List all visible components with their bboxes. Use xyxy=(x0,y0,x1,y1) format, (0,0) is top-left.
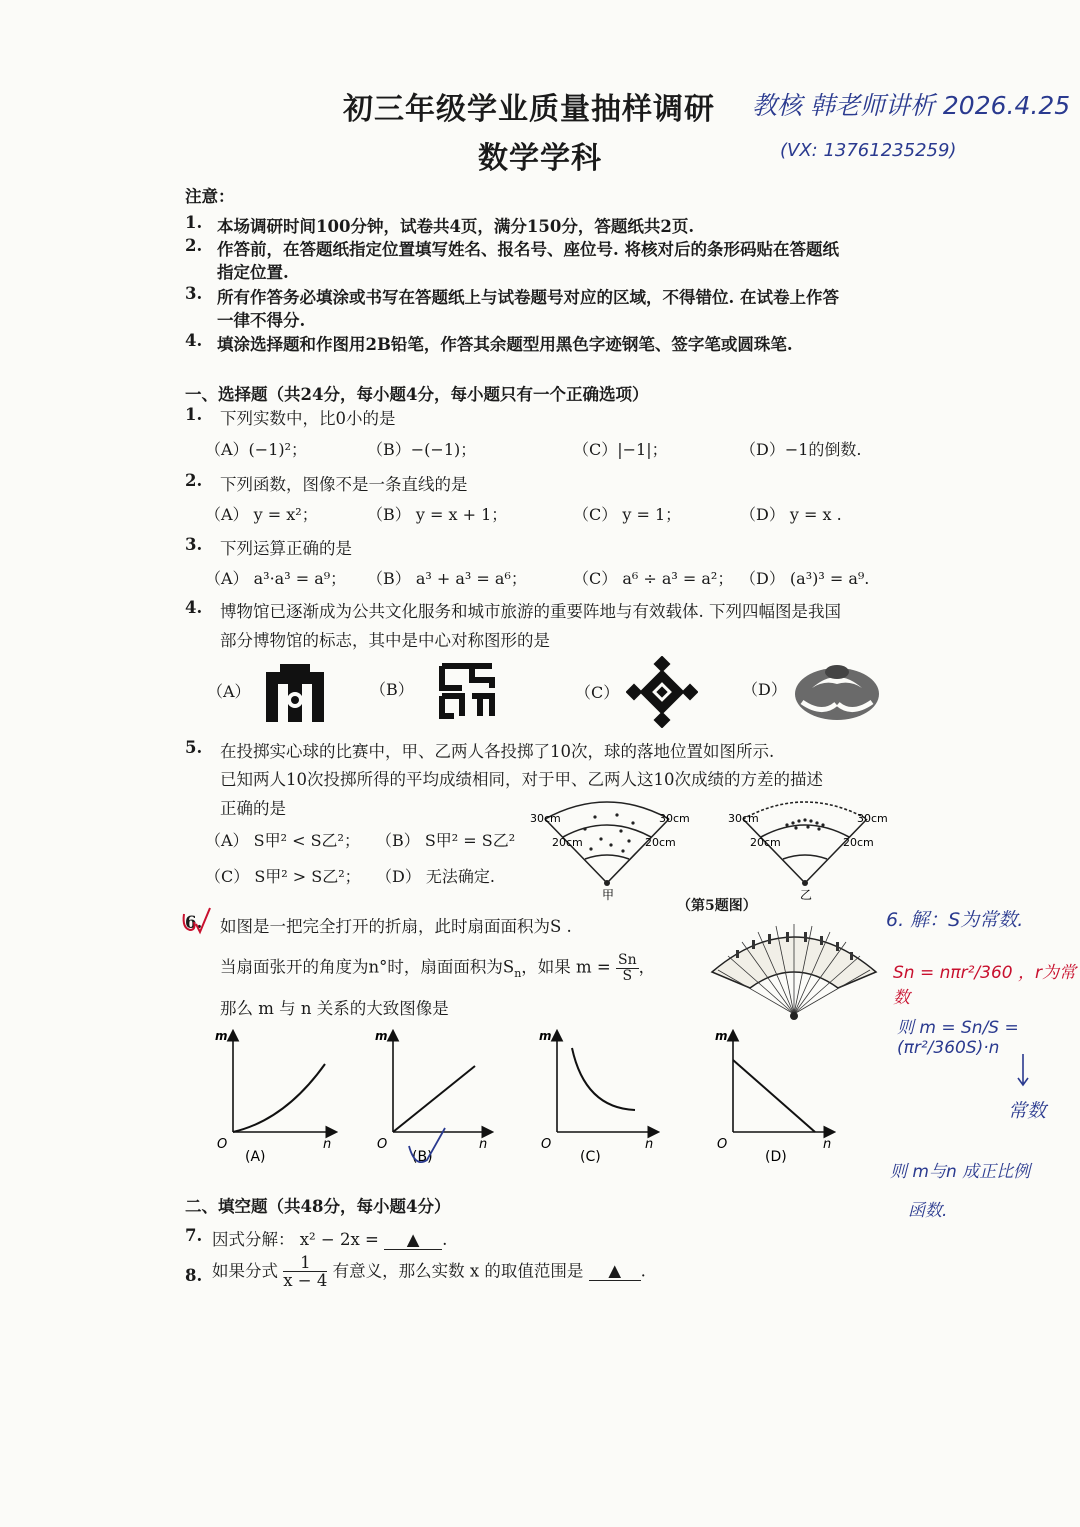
q4-line2: 部分博物馆的标志，其中是中心对称图形的是 xyxy=(220,631,550,650)
note-2-num: 2. xyxy=(185,236,203,255)
note-4-num: 4. xyxy=(185,331,203,350)
fig-jia-20cm-right: 20cm xyxy=(645,836,676,849)
q6-line2-m: ，如果 m = xyxy=(521,957,611,977)
note-4: 填涂选择题和作图用2B铅笔，作答其余题型用黑色字迹钢笔、签字笔或圆珠笔. xyxy=(217,335,793,354)
graph-b xyxy=(393,1032,491,1132)
q5-option-d: （D） 无法确定. xyxy=(376,867,496,886)
q4-option-c: （C） xyxy=(575,683,620,702)
museum-logo-c-icon xyxy=(626,656,698,728)
q4-line1: 博物馆已逐渐成为公共文化服务和城市旅游的重要阵地与有效载体. 下列四幅图是我国 xyxy=(220,602,841,621)
graph-d xyxy=(733,1032,833,1132)
q6-check-mark-icon xyxy=(180,904,212,936)
graph-b-n: n xyxy=(479,1137,488,1152)
section2-heading: 二、填空题（共48分，每小题4分） xyxy=(185,1197,451,1216)
graph-d-origin: O xyxy=(717,1137,728,1152)
q3-option-d: （D） (a³)³ = a⁹. xyxy=(740,569,870,588)
q6-graphs xyxy=(205,1020,845,1170)
q6-frac-bot: S xyxy=(622,967,633,984)
q6-fraction xyxy=(616,953,639,983)
q3-option-b: （B） a³ + a³ = a⁶； xyxy=(367,569,527,588)
subject-title: 数学学科 xyxy=(478,141,602,176)
q8-frac-top: 1 xyxy=(283,1254,327,1272)
hw-line2: Sn = nπr²/360 ，r为常数 xyxy=(893,963,1076,1008)
q1-num: 1. xyxy=(185,405,203,424)
q4-option-d: （D） xyxy=(742,680,787,699)
q8-pre: 如果分式 xyxy=(212,1261,278,1281)
q1-option-c: （C）|−1|； xyxy=(573,440,668,459)
q8-answer-blank: ▲ xyxy=(589,1261,641,1281)
note-3-line1: 所有作答务必填涂或书写在答题纸上与试卷题号对应的区域，不得错位. 在试卷上作答 xyxy=(217,288,839,307)
q5-num: 5. xyxy=(185,738,203,757)
q6-line3: 那么 m 与 n 关系的大致图像是 xyxy=(220,999,449,1018)
q5-line1: 在投掷实心球的比赛中，甲、乙两人各投掷了10次，球的落地位置如图所示. xyxy=(220,742,775,761)
note-1-num: 1. xyxy=(185,213,203,232)
q5-option-a: （A） S甲² < S乙²； xyxy=(205,831,360,850)
q7-answer-blank: ▲ xyxy=(384,1230,442,1250)
q8-end: . xyxy=(640,1261,646,1281)
hw-line1: 6. 解：S为常数. xyxy=(886,909,1024,931)
q6-line1: 如图是一把完全打开的折扇，此时扇面面积为S . xyxy=(220,917,572,936)
q7-end: . xyxy=(442,1230,448,1249)
q4-option-a: （A） xyxy=(207,682,251,701)
q1-option-a: （A）(−1)²； xyxy=(205,440,308,459)
fig-yi-20cm-left: 20cm xyxy=(750,836,781,849)
q3-option-a: （A） a³·a³ = a⁹； xyxy=(205,569,347,588)
q2-option-c: （C） y = 1； xyxy=(573,505,682,524)
fig-yi-20cm-right: 20cm xyxy=(843,836,874,849)
note-2-line1: 作答前，在答题纸指定位置填写姓名、报名号、座位号. 将核对后的条形码贴在答题纸 xyxy=(217,240,839,259)
q5-line3: 正确的是 xyxy=(220,799,286,818)
graph-c xyxy=(557,1032,657,1132)
graph-a xyxy=(233,1032,335,1132)
graph-c-origin: O xyxy=(541,1137,552,1152)
graph-b-m: m xyxy=(375,1029,388,1043)
q8-line xyxy=(212,1254,646,1290)
note-2-line2: 指定位置. xyxy=(217,263,289,282)
q7-line xyxy=(212,1226,447,1250)
graph-a-origin: O xyxy=(217,1137,228,1152)
q6-num: 6. xyxy=(185,913,203,932)
q6-sub-n: n xyxy=(514,966,522,980)
graph-b-label: (B) xyxy=(412,1149,433,1165)
hw-line5: 则 m与n 成正比例 xyxy=(890,1162,1031,1182)
graph-d-label: (D) xyxy=(765,1149,787,1165)
section1-heading: 一、选择题（共24分，每小题4分，每小题只有一个正确选项） xyxy=(185,385,649,404)
graph-c-m: m xyxy=(539,1029,552,1043)
hw-line3: 则 m = Sn/S = (πr²/360S)·n xyxy=(897,1018,1019,1058)
handwritten-contact: (VX: 13761235259) xyxy=(780,140,957,161)
graph-d-n: n xyxy=(823,1137,832,1152)
q4-option-b: （B） xyxy=(370,680,414,699)
graph-b-origin: O xyxy=(377,1137,388,1152)
q4-num: 4. xyxy=(185,598,203,617)
hw-line4: 常数 xyxy=(1008,1100,1047,1122)
q5-figure xyxy=(525,795,905,905)
q3-stem: 下列运算正确的是 xyxy=(220,539,352,558)
graph-a-n: n xyxy=(323,1137,332,1152)
folding-fan-image xyxy=(706,910,882,1026)
q5-caption: （第5题图） xyxy=(677,898,757,914)
q6-frac-top: Sn xyxy=(618,952,637,968)
q7-num: 7. xyxy=(185,1226,203,1245)
q2-num: 2. xyxy=(185,471,203,490)
note-3-num: 3. xyxy=(185,284,203,303)
q7-stem: 因式分解： x² − 2x = xyxy=(212,1230,379,1249)
museum-logo-a-icon xyxy=(262,660,328,724)
handwritten-note: 教核 韩老师讲析 2026.4.25 xyxy=(752,91,1071,120)
q6-line2: 当扇面张开的角度为n°时，扇面面积为$S_n$，如果 m = $\frac{Sn}{S}$ ， xyxy=(220,952,656,984)
q2-option-d: （D） y = x . xyxy=(740,505,842,524)
fig-yi-30cm-right: 30cm xyxy=(857,812,888,825)
note-1: 本场调研时间100分钟，试卷共4页，满分150分，答题纸共2页. xyxy=(217,217,695,236)
fig-jia-30cm-left: 30cm xyxy=(530,812,561,825)
q3-option-c: （C） a⁶ ÷ a³ = a²； xyxy=(573,569,734,588)
graph-c-n: n xyxy=(645,1137,654,1152)
q8-frac-bot: x − 4 xyxy=(283,1271,328,1291)
q2-option-b: （B） y = x + 1； xyxy=(367,505,508,524)
q2-option-a: （A） y = x²； xyxy=(205,505,318,524)
q8-num: 8. xyxy=(185,1266,203,1285)
q2-stem: 下列函数，图像不是一条直线的是 xyxy=(220,475,468,494)
q6-line2-text: 当扇面张开的角度为n°时，扇面面积为S xyxy=(220,957,515,977)
museum-logo-d-icon xyxy=(792,658,882,724)
graph-d-m: m xyxy=(715,1029,728,1043)
q5-option-b: （B） S甲² = S乙² xyxy=(376,831,516,850)
q3-num: 3. xyxy=(185,535,203,554)
hw-line6: 函数. xyxy=(908,1201,948,1221)
fig-jia-20cm-left: 20cm xyxy=(552,836,583,849)
fig-label-jia: 甲 xyxy=(602,888,615,902)
museum-logo-b-icon xyxy=(436,660,498,722)
throw-points-jia xyxy=(583,813,634,852)
note-3-line2: 一律不得分. xyxy=(217,311,306,330)
q5-option-c: （C） S甲² > S乙²； xyxy=(205,867,361,886)
page-title: 初三年级学业质量抽样调研 xyxy=(343,92,715,127)
fig-label-yi: 乙 xyxy=(800,888,813,902)
notes-heading: 注意： xyxy=(185,187,235,206)
q1-stem: 下列实数中，比0小的是 xyxy=(220,409,396,428)
q5-line2: 已知两人10次投掷所得的平均成绩相同，对于甲、乙两人这10次成绩的方差的描述 xyxy=(220,770,823,789)
graph-a-m: m xyxy=(215,1029,228,1043)
q8-post: 有意义，那么实数 x 的取值范围是 xyxy=(332,1261,584,1281)
fig-yi-30cm-left: 30cm xyxy=(728,812,759,825)
graph-c-label: (C) xyxy=(580,1149,601,1165)
q1-option-b: （B）−(−1)； xyxy=(367,440,477,459)
fig-jia-30cm-right: 30cm xyxy=(659,812,690,825)
graph-a-label: (A) xyxy=(245,1149,266,1165)
q8-fraction xyxy=(283,1254,327,1290)
hw-arrow-down-icon xyxy=(1016,1052,1030,1088)
q1-option-d: （D）−1的倒数. xyxy=(740,440,862,459)
